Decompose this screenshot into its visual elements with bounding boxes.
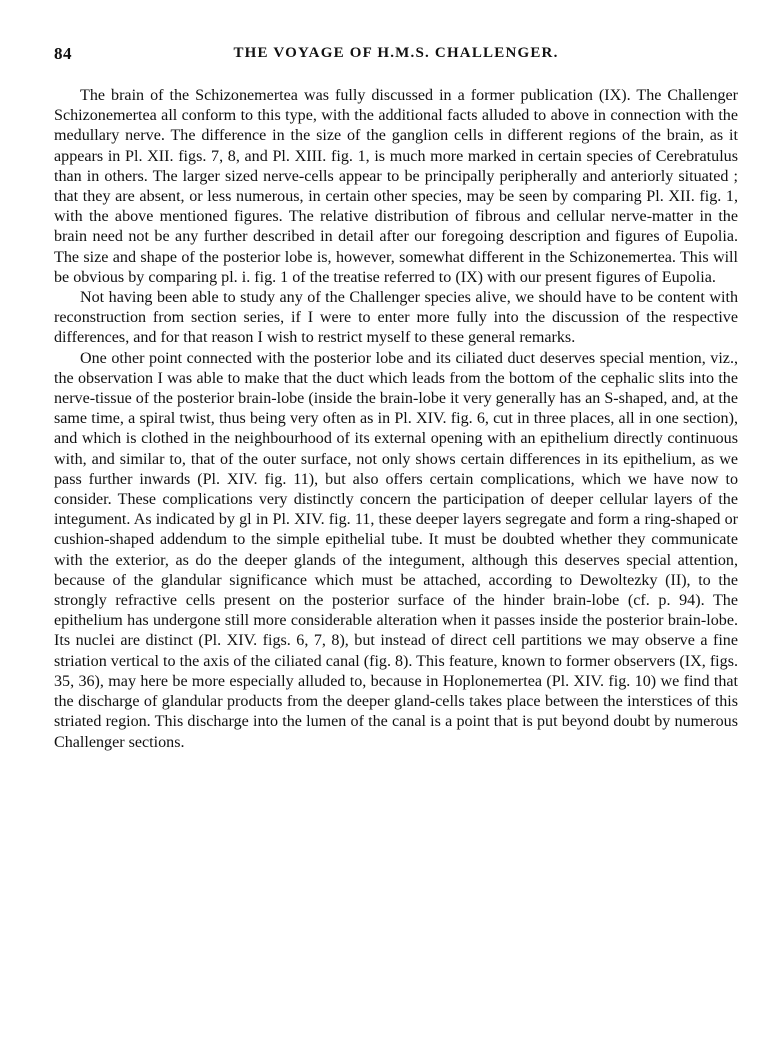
page-header bbox=[54, 44, 738, 66]
paragraph-challenger-species: Not having been able to study any of the Challenger species alive, we should have to be content with reconstruction from section series, if I were to enter more fully into the discussion of the respective differences, and for that reason I wish to restrict myself to these general remarks. bbox=[54, 289, 738, 347]
page-number: 84 bbox=[54, 44, 72, 63]
paragraph-brain-schizonemertea: The brain of the Schizonemertea was fully discussed in a former publication (IX). The Challenger Schizonemertea all conform to this type, with the additional facts alluded to above in connection with the medullary nerve. The difference in the size of the ganglion cells in different regions of the brain, as it appears in Pl. XII. figs. 7, 8, and Pl. XIII. fig. 1, is much more marked in certain species of Cerebratulus than in others. The larger sized nerve-cells appear to be principally peripherally and anteriorly situated ; that they are absent, or less numerous, in certain other species, may be seen by comparing Pl. XII. fig. 1, with the above mentioned figures. The relative distribution of fibrous and cellular nerve-matter in the brain need not be any further described in detail after our foregoing description and figures of Eupolia. The size and shape of the posterior lobe is, however, somewhat different in the Schizonemertea. This will be obvious by comparing pl. i. fig. 1 of the treatise referred to (IX) with our present figures of Eupolia. bbox=[54, 87, 738, 286]
paragraph-posterior-lobe: One other point connected with the posterior lobe and its ciliated duct deserves special mention, viz., the observation I was able to make that the duct which leads from the bottom of the cephalic slits into the nerve-tissue of the posterior brain-lobe (inside the brain-lobe it very generally has an S-shaped, and, at the same time, a spiral twist, thus being very often as in Pl. XIV. fig. 6, cut in three places, all in one section), and which is clothed in the neighbourhood of its external opening with an epithelium directly continuous with, and similar to, that of the outer surface, not only shows certain differences in its epithelium, as we pass further inwards (Pl. XIV. fig. 11), but also offers certain complications, which we have now to consider. These complications very distinctly concern the participation of deeper cellular layers of the integument. As indicated by gl in Pl. XIV. fig. 11, these deeper layers segregate and form a ring-shaped or cushion-shaped addendum to the simple epithelial tube. It must be doubted whether they communicate with the exterior, as do the deeper glands of the integument, although this deserves special attention, because of the glandular significance which must be attached, according to Dewoltezky (II), to the strongly refractive cells present on the posterior surface of the hinder brain-lobe (cf. p. 94). The epithelium has undergone still more considerable alteration when it passes inside the posterior brain-lobe. Its nuclei are distinct (Pl. XIV. figs. 6, 7, 8), but instead of direct cell partitions we may observe a fine striation vertical to the axis of the ciliated canal (fig. 8). This feature, known to former observers (IX, figs. 35, 36), may here be more especially alluded to, because in Hoplonemertea (Pl. XIV. fig. 10) we find that the discharge of glandular products from the deeper gland-cells takes place between the interstices of this striated region. This discharge into the lumen of the canal is a point that is put beyond doubt by numerous Challenger sections. bbox=[54, 349, 738, 751]
body-text bbox=[54, 86, 738, 753]
running-title: THE VOYAGE OF H.M.S. CHALLENGER. bbox=[233, 45, 559, 61]
